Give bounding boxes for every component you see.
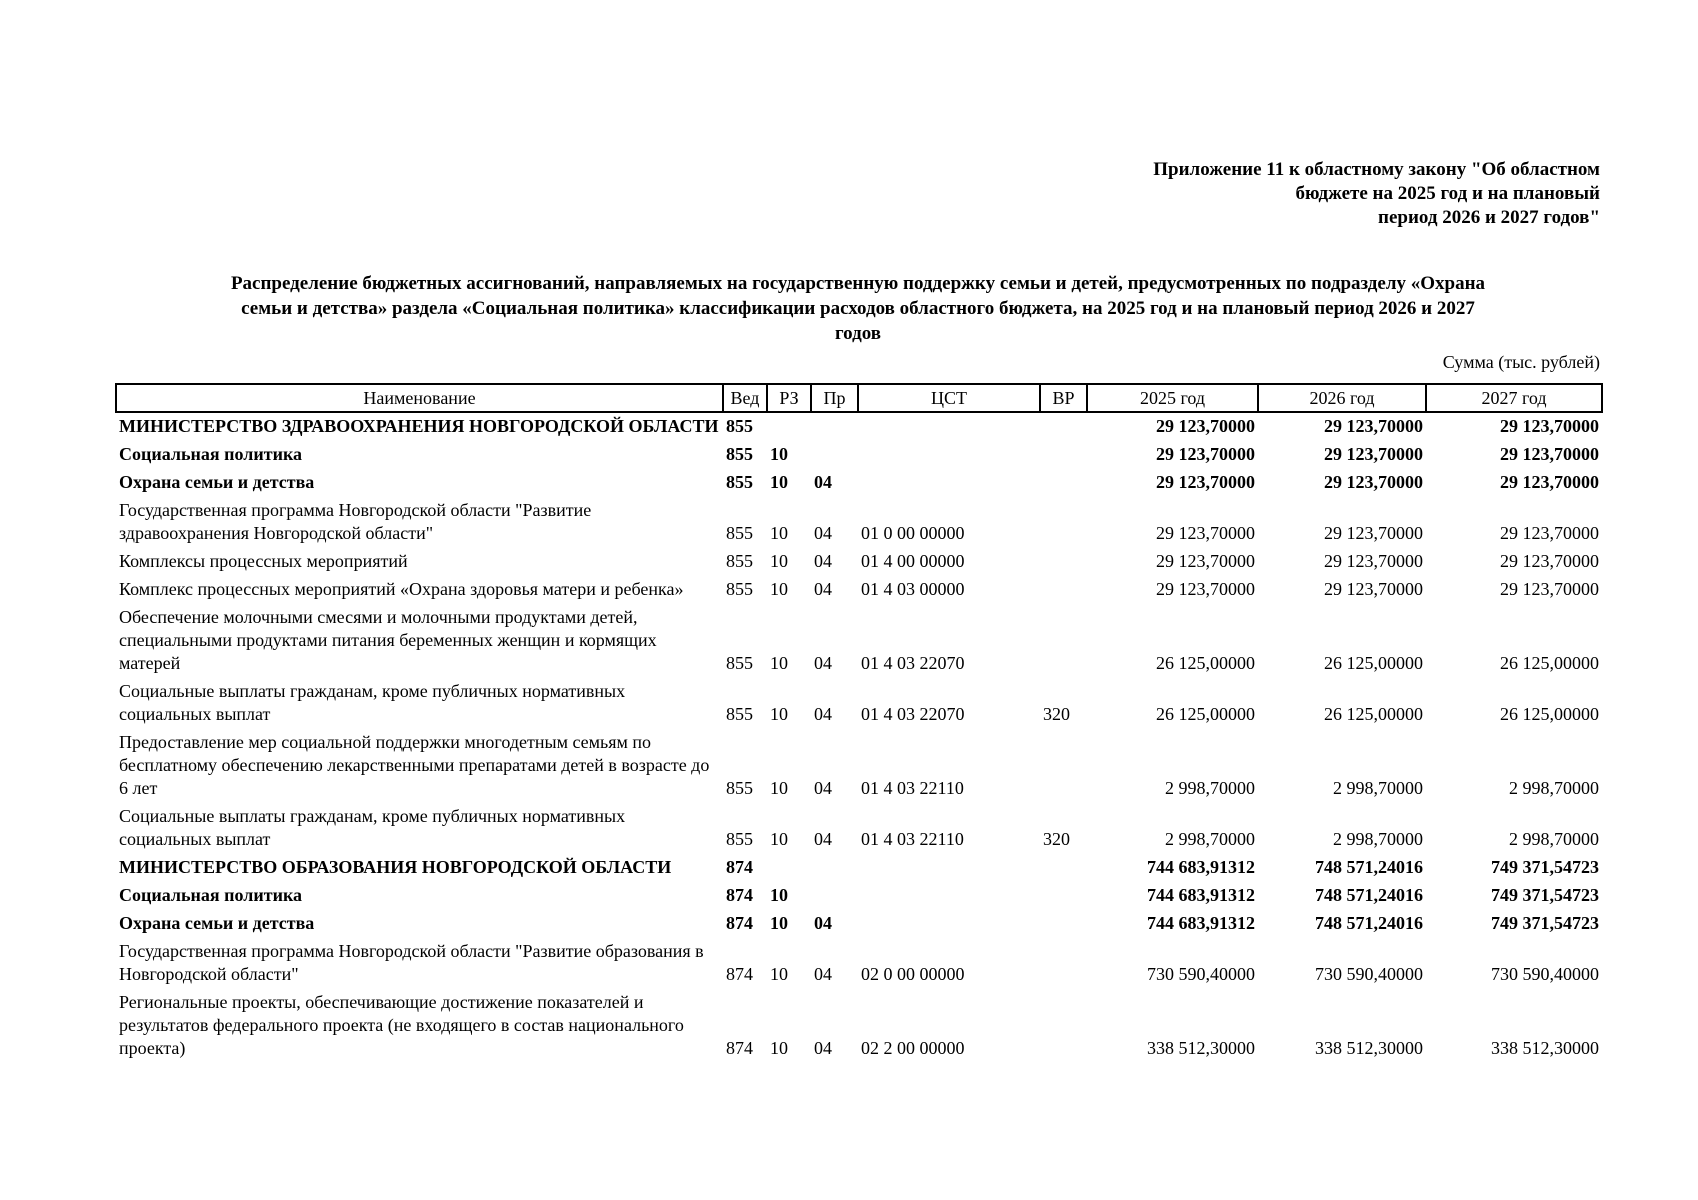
cell-2025: 744 683,91312 xyxy=(1147,885,1255,905)
cell-rz: 10 xyxy=(770,653,788,673)
document-title xyxy=(113,271,1603,346)
cell-pr: 04 xyxy=(814,704,832,724)
cell-vr xyxy=(1040,882,1087,910)
table-header-row xyxy=(116,384,1602,412)
cell-2027: 749 371,54723 xyxy=(1491,857,1599,877)
cell-name: Социальная политика xyxy=(119,885,303,905)
table-row xyxy=(116,576,1602,604)
cell-2026: 26 125,00000 xyxy=(1324,653,1423,673)
cell-name: Обеспечение молочными смесями и молочными продуктами детей, специальными продуктами питания беременных женщин и кормящих матерей xyxy=(119,607,657,673)
cell-pr: 04 xyxy=(814,778,832,798)
cell-name: Комплексы процессных мероприятий xyxy=(119,551,408,571)
cell-name: Социальные выплаты гражданам, кроме публичных нормативных социальных выплат xyxy=(119,681,626,724)
cell-2025: 29 123,70000 xyxy=(1156,444,1255,464)
cell-rz: 10 xyxy=(770,885,788,905)
cell-ved: 874 xyxy=(726,913,753,933)
cell-cst: 01 0 00 00000 xyxy=(861,523,965,543)
cell-vr xyxy=(1040,938,1087,989)
cell-pr xyxy=(811,882,858,910)
cell-rz: 10 xyxy=(770,704,788,724)
cell-ved: 874 xyxy=(726,1038,753,1058)
cell-rz: 10 xyxy=(770,551,788,571)
title-line: Распределение бюджетных ассигнований, направляемых на государственную поддержку семьи и детей, предусмотренных по подразделу «Охрана xyxy=(230,273,1486,294)
cell-cst xyxy=(858,441,1040,469)
cell-2026: 748 571,24016 xyxy=(1315,857,1423,877)
cell-2027: 29 123,70000 xyxy=(1500,551,1599,571)
cell-pr: 04 xyxy=(814,913,832,933)
cell-cst: 01 4 03 00000 xyxy=(861,579,965,599)
cell-2025: 2 998,70000 xyxy=(1165,829,1255,849)
title-line: годов xyxy=(834,323,881,344)
table-row xyxy=(116,469,1602,497)
cell-cst: 01 4 03 22110 xyxy=(861,829,964,849)
cell-name: Охрана семьи и детства xyxy=(119,472,315,492)
table-row xyxy=(116,497,1602,548)
cell-name: Социальная политика xyxy=(119,444,303,464)
header-rz: РЗ xyxy=(767,384,811,412)
cell-name: Охрана семьи и детства xyxy=(119,913,315,933)
cell-2026: 730 590,40000 xyxy=(1315,964,1423,984)
cell-2025: 26 125,00000 xyxy=(1156,653,1255,673)
cell-rz: 10 xyxy=(770,579,788,599)
table-row xyxy=(116,548,1602,576)
cell-ved: 874 xyxy=(726,857,753,877)
table-row xyxy=(116,882,1602,910)
cell-name: Предоставление мер социальной поддержки многодетным семьям по бесплатному обеспечению лекарственными препаратами детей в возрасте до 6 лет xyxy=(119,732,710,798)
cell-name: Комплекс процессных мероприятий «Охрана здоровья матери и ребенка» xyxy=(119,579,684,599)
cell-cst xyxy=(858,910,1040,938)
cell-2027: 730 590,40000 xyxy=(1491,964,1599,984)
header-cst: ЦСТ xyxy=(858,384,1040,412)
cell-ved: 855 xyxy=(726,704,753,724)
cell-2026: 2 998,70000 xyxy=(1333,829,1423,849)
cell-name: Государственная программа Новгородской области "Развитие здравоохранения Новгородской области" xyxy=(119,500,592,543)
cell-ved: 855 xyxy=(726,523,753,543)
table-row xyxy=(116,412,1602,441)
appendix-line: период 2026 и 2027 годов" xyxy=(1378,207,1600,228)
cell-2025: 2 998,70000 xyxy=(1165,778,1255,798)
cell-2025: 730 590,40000 xyxy=(1147,964,1255,984)
cell-2025: 29 123,70000 xyxy=(1156,416,1255,436)
cell-rz: 10 xyxy=(770,472,788,492)
cell-2027: 29 123,70000 xyxy=(1500,444,1599,464)
cell-2027: 26 125,00000 xyxy=(1500,653,1599,673)
header-pr: Пр xyxy=(811,384,858,412)
cell-rz: 10 xyxy=(770,913,788,933)
cell-vr xyxy=(1040,441,1087,469)
table-row xyxy=(116,441,1602,469)
header-2025: 2025 год xyxy=(1087,384,1258,412)
cell-2026: 29 123,70000 xyxy=(1324,472,1423,492)
table-row xyxy=(116,854,1602,882)
cell-2026: 29 123,70000 xyxy=(1324,416,1423,436)
cell-2026: 748 571,24016 xyxy=(1315,885,1423,905)
cell-pr: 04 xyxy=(814,829,832,849)
cell-name: Социальные выплаты гражданам, кроме публичных нормативных социальных выплат xyxy=(119,806,626,849)
table-row xyxy=(116,729,1602,803)
cell-2025: 29 123,70000 xyxy=(1156,579,1255,599)
header-2027: 2027 год xyxy=(1426,384,1602,412)
header-2026: 2026 год xyxy=(1258,384,1426,412)
cell-rz: 10 xyxy=(770,444,788,464)
table-row xyxy=(116,910,1602,938)
cell-2027: 29 123,70000 xyxy=(1500,579,1599,599)
cell-2027: 338 512,30000 xyxy=(1491,1038,1599,1058)
cell-2025: 26 125,00000 xyxy=(1156,704,1255,724)
cell-2026: 29 123,70000 xyxy=(1324,523,1423,543)
cell-ved: 855 xyxy=(726,579,753,599)
cell-2025: 29 123,70000 xyxy=(1156,551,1255,571)
cell-cst: 02 2 00 00000 xyxy=(861,1038,965,1058)
cell-2027: 2 998,70000 xyxy=(1509,778,1599,798)
cell-2026: 748 571,24016 xyxy=(1315,913,1423,933)
appendix-caption xyxy=(1000,158,1600,230)
cell-cst: 01 4 00 00000 xyxy=(861,551,965,571)
cell-vr xyxy=(1040,548,1087,576)
cell-rz: 10 xyxy=(770,829,788,849)
cell-ved: 874 xyxy=(726,885,753,905)
cell-2026: 26 125,00000 xyxy=(1324,704,1423,724)
cell-name: МИНИСТЕРСТВО ОБРАЗОВАНИЯ НОВГОРОДСКОЙ ОБЛАСТИ xyxy=(119,857,672,877)
cell-name: Государственная программа Новгородской области "Развитие образования в Новгородской области" xyxy=(119,941,704,984)
cell-2026: 2 998,70000 xyxy=(1333,778,1423,798)
cell-2027: 2 998,70000 xyxy=(1509,829,1599,849)
cell-2025: 744 683,91312 xyxy=(1147,857,1255,877)
cell-pr: 04 xyxy=(814,653,832,673)
cell-2027: 29 123,70000 xyxy=(1500,472,1599,492)
cell-cst xyxy=(858,412,1040,441)
cell-pr: 04 xyxy=(814,523,832,543)
cell-2026: 29 123,70000 xyxy=(1324,444,1423,464)
cell-pr xyxy=(811,441,858,469)
cell-pr xyxy=(811,854,858,882)
cell-cst: 01 4 03 22070 xyxy=(861,653,965,673)
cell-vr xyxy=(1040,604,1087,678)
cell-cst: 01 4 03 22110 xyxy=(861,778,964,798)
cell-2025: 29 123,70000 xyxy=(1156,523,1255,543)
cell-2027: 29 123,70000 xyxy=(1500,523,1599,543)
title-line: семьи и детства» раздела «Социальная политика» классификации расходов областного бюджета, на 2025 год и на плановый период 2026 и 2027 xyxy=(241,298,1475,319)
cell-vr xyxy=(1040,989,1087,1063)
cell-2027: 749 371,54723 xyxy=(1491,913,1599,933)
cell-pr: 04 xyxy=(814,472,832,492)
cell-vr xyxy=(1040,469,1087,497)
cell-cst: 02 0 00 00000 xyxy=(861,964,965,984)
cell-vr xyxy=(1040,910,1087,938)
cell-2026: 338 512,30000 xyxy=(1315,1038,1423,1058)
cell-vr xyxy=(1040,729,1087,803)
cell-vr: 320 xyxy=(1043,704,1070,724)
cell-vr xyxy=(1040,854,1087,882)
cell-name: МИНИСТЕРСТВО ЗДРАВООХРАНЕНИЯ НОВГОРОДСКОЙ ОБЛАСТИ xyxy=(119,416,719,436)
cell-2027: 26 125,00000 xyxy=(1500,704,1599,724)
cell-ved: 855 xyxy=(726,653,753,673)
cell-vr xyxy=(1040,576,1087,604)
cell-pr: 04 xyxy=(814,551,832,571)
header-ved: Вед xyxy=(723,384,767,412)
cell-vr xyxy=(1040,412,1087,441)
cell-2025: 744 683,91312 xyxy=(1147,913,1255,933)
cell-ved: 855 xyxy=(726,444,753,464)
cell-ved: 855 xyxy=(726,778,753,798)
budget-table xyxy=(115,383,1603,1063)
cell-rz xyxy=(767,854,811,882)
table-row xyxy=(116,678,1602,729)
cell-ved: 855 xyxy=(726,551,753,571)
cell-rz: 10 xyxy=(770,778,788,798)
cell-name: Региональные проекты, обеспечивающие достижение показателей и результатов федерального проекта (не входящего в состав национального проекта) xyxy=(119,992,684,1058)
cell-2027: 749 371,54723 xyxy=(1491,885,1599,905)
cell-pr: 04 xyxy=(814,579,832,599)
appendix-line: Приложение 11 к областному закону "Об областном xyxy=(1153,159,1600,180)
cell-cst xyxy=(858,469,1040,497)
cell-rz: 10 xyxy=(770,1038,788,1058)
header-vr: ВР xyxy=(1040,384,1087,412)
cell-2026: 29 123,70000 xyxy=(1324,551,1423,571)
cell-2026: 29 123,70000 xyxy=(1324,579,1423,599)
cell-ved: 855 xyxy=(726,472,753,492)
cell-ved: 855 xyxy=(726,416,753,436)
units-label: Сумма (тыс. рублей) xyxy=(1442,352,1600,372)
cell-2025: 338 512,30000 xyxy=(1147,1038,1255,1058)
cell-rz xyxy=(767,412,811,441)
cell-pr xyxy=(811,412,858,441)
cell-pr: 04 xyxy=(814,964,832,984)
cell-cst xyxy=(858,882,1040,910)
cell-ved: 874 xyxy=(726,964,753,984)
cell-vr xyxy=(1040,497,1087,548)
cell-2027: 29 123,70000 xyxy=(1500,416,1599,436)
table-row xyxy=(116,989,1602,1063)
table-row xyxy=(116,604,1602,678)
cell-pr: 04 xyxy=(814,1038,832,1058)
appendix-line: бюджете на 2025 год и на плановый xyxy=(1295,183,1600,204)
header-name: Наименование xyxy=(116,384,723,412)
cell-vr: 320 xyxy=(1043,829,1070,849)
cell-2025: 29 123,70000 xyxy=(1156,472,1255,492)
cell-cst xyxy=(858,854,1040,882)
cell-rz: 10 xyxy=(770,964,788,984)
cell-cst: 01 4 03 22070 xyxy=(861,704,965,724)
cell-ved: 855 xyxy=(726,829,753,849)
cell-rz: 10 xyxy=(770,523,788,543)
table-row xyxy=(116,938,1602,989)
table-row xyxy=(116,803,1602,854)
